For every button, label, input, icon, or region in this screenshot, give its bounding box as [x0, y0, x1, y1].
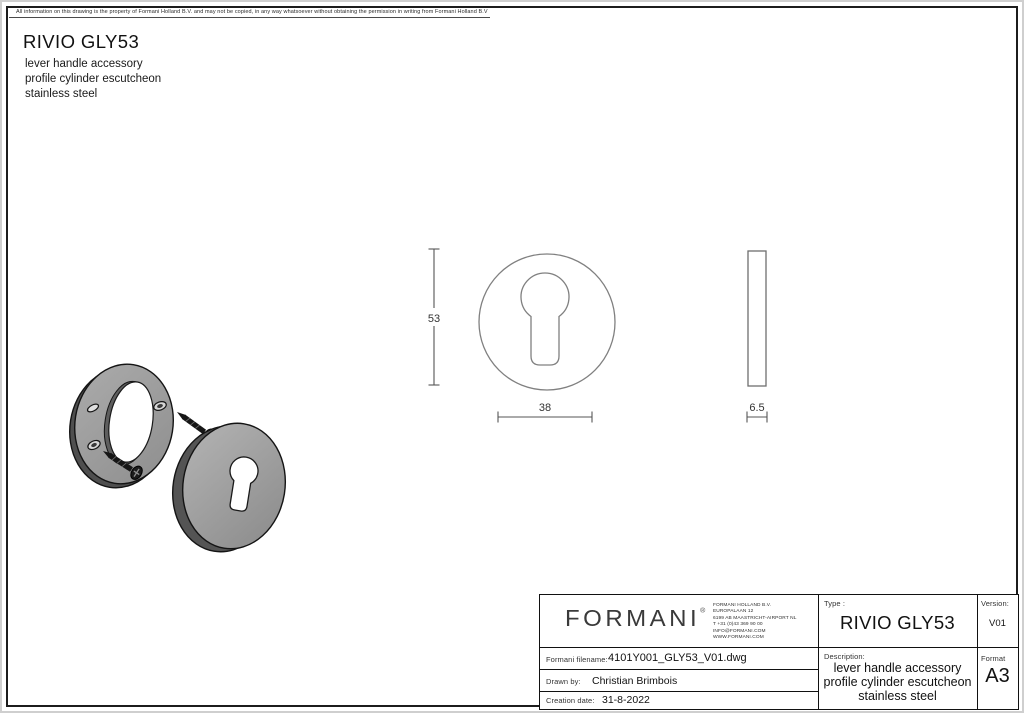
creation-date-label: Creation date: — [546, 696, 595, 705]
side-view-outline — [748, 251, 766, 386]
title-block-divider — [818, 647, 1018, 648]
subtitle-line: profile cylinder escutcheon — [25, 73, 162, 85]
creation-date-value: 31-8-2022 — [602, 693, 650, 706]
title-block-divider — [540, 691, 818, 692]
front-escutcheon — [164, 416, 294, 559]
description-label: Description: — [824, 652, 865, 661]
orthographic-views — [402, 232, 782, 432]
format-value: A3 — [985, 665, 1010, 687]
filename-label: Formani filename: — [546, 655, 608, 664]
subtitle-line: stainless steel — [25, 88, 98, 100]
dimension-value-38: 38 — [538, 402, 552, 414]
product-subtitle — [25, 57, 161, 102]
copyright-disclaimer: All information on this drawing is the property of Formani Holland B.V. and may not be copied, in any way whatsoever without obtaining the permission in writing from Formani Holland B.V — [9, 9, 490, 18]
format-label: Format — [981, 654, 1006, 663]
description-lines: lever handle accessory profile cylinder escutcheon stainless steel — [823, 661, 972, 703]
registered-trademark: ® — [700, 607, 706, 615]
company-address: FORMANI HOLLAND B.V. EUROPALAAN 12 6199 AB MAASTRICHT-AIRPORT NL T +31 (0)43 369 90 00 INFO@FORMANI.COM WWW.FORMANI.COM — [713, 603, 797, 641]
drawing-sheet — [2, 2, 1022, 711]
drawn-by-label: Drawn by: — [546, 677, 581, 686]
back-plate — [61, 357, 182, 495]
type-value: RIVIO GLY53 — [839, 612, 956, 633]
title-block-divider — [977, 595, 978, 709]
drawn-by-value: Christian Brimbois — [592, 674, 678, 687]
dimension-value-6-5: 6.5 — [749, 402, 765, 414]
isometric-exploded-view — [57, 354, 307, 589]
title-block-divider — [540, 669, 818, 670]
formani-logo: FORMANI® — [565, 606, 706, 632]
version-value: V01 — [989, 618, 1006, 629]
title-block — [539, 594, 1019, 710]
product-title: RIVIO GLY53 — [23, 31, 140, 52]
version-label: Version: — [981, 599, 1009, 608]
type-label: Type : — [824, 599, 846, 608]
filename-value: 4101Y001_GLY53_V01.dwg — [608, 652, 747, 664]
dimension-value-53: 53 — [427, 313, 441, 325]
title-block-divider — [540, 647, 818, 648]
subtitle-line: lever handle accessory — [25, 58, 143, 70]
